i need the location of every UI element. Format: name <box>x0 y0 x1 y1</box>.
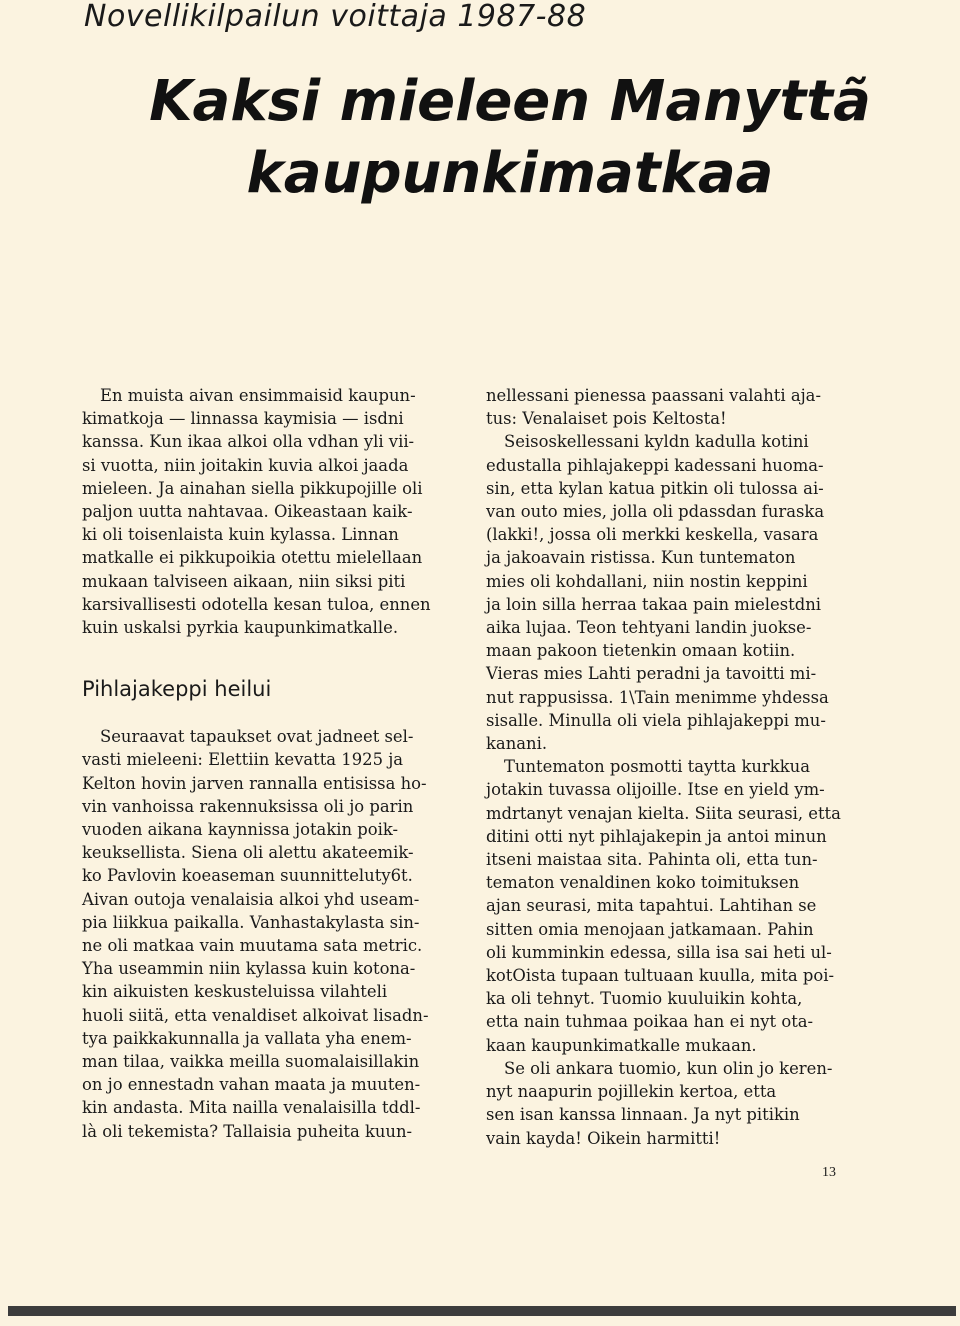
text-line: ki oli toisenlaista kuin kylassa. Linnan <box>82 525 399 545</box>
text-line: ja jakoavain ristissa. Kun tuntematon <box>486 548 796 568</box>
text-line: Vieras mies Lahti peradni ja tavoitti mi- <box>486 664 817 684</box>
text-line: etta nain tuhmaa poikaa han ei nyt ota- <box>486 1012 814 1032</box>
text-line: Yha useammin niin kylassa kuin kotona- <box>82 959 416 979</box>
text-line: nyt naapurin pojillekin kertoa, etta <box>486 1082 777 1102</box>
text-line: sen isan kanssa linnaan. Ja nyt pitikin <box>486 1105 800 1125</box>
text-line: matkalle ei pikkupoikia otettu mielellaan <box>82 548 423 568</box>
text-line: tematon venaldinen koko toimituksen <box>486 873 800 893</box>
text-line: pia liikkua paikalla. Vanhastakylasta sin- <box>82 912 420 932</box>
text-line: kaan kaupunkimatkalle mukaan. <box>486 1035 757 1055</box>
text-line: jotakin tuvassa olijoille. Itse en yield ym- <box>486 780 825 800</box>
page-number: 13 <box>822 1165 836 1180</box>
text-line: si vuotta, niin joitakin kuvia alkoi jaada <box>82 455 409 475</box>
text-line: vin vanhoissa rakennuksissa oli jo parin <box>82 796 414 816</box>
text-line: sin, etta kylan katua pitkin oli tulossa ai- <box>486 478 824 498</box>
text-line: mieleen. Ja ainahan siella pikkupojille oli <box>82 478 423 498</box>
left-column <box>82 384 442 1143</box>
text-line: ka oli tehnyt. Tuomio kuuluikin kohta, <box>486 989 803 1009</box>
text-line: mukaan talviseen aikaan, niin siksi piti <box>82 571 406 591</box>
text-line: paljon uutta nahtavaa. Oikeastaan kaik- <box>82 502 413 522</box>
text-line: mies oli kohdallani, niin nostin keppini <box>486 571 808 591</box>
text-line: keuksellista. Siena oli alettu akateemik- <box>82 843 414 863</box>
text-line: Se oli ankara tuomio, kun olin jo keren- <box>504 1058 833 1078</box>
intro-paragraph <box>82 384 442 639</box>
text-line: kuin uskalsi pyrkia kaupunkimatkalle. <box>82 618 399 638</box>
text-line: huoli siitä, etta venaldiset alkoivat lisadn- <box>82 1005 429 1025</box>
text-line: Seisoskellessani kyldn kadulla kotini <box>504 432 809 452</box>
kicker-line: Novellikilpailun voittaja 1987-88 <box>84 0 587 34</box>
text-line: nellessani pienessa paassani valahti aja- <box>486 386 821 405</box>
text-line: En muista aivan ensimmaisid kaupun- <box>100 386 416 405</box>
text-line: vain kayda! Oikein harmitti! <box>486 1128 721 1148</box>
text-line: kanssa. Kun ikaa alkoi olla vdhan yli vii- <box>82 432 415 452</box>
text-line: aika lujaa. Teon tehtyani landin juokse- <box>486 618 812 638</box>
text-line: sitten omia menojaan jatkamaan. Pahin <box>486 919 814 939</box>
text-line: tus: Venalaiset pois Keltosta! <box>486 409 727 429</box>
right-column <box>486 384 848 1150</box>
text-line: kanani. <box>486 734 548 754</box>
text-line: Kelton hovin jarven rannalla entisissa ho- <box>82 773 427 793</box>
article-headline <box>100 66 920 210</box>
section-subheading: Pihlajakeppi heilui <box>82 677 272 702</box>
headline-line-2: kaupunkimatkaa <box>246 141 774 206</box>
text-line: on jo ennestadn vahan maata ja muuten- <box>82 1075 421 1095</box>
text-line: oli kumminkin edessa, silla isa sai heti ul- <box>486 942 832 962</box>
text-line: ajan seurasi, mita tapahtui. Lahtihan se <box>486 896 817 916</box>
text-line: mdrtanyt venajan kielta. Siita seurasi, etta <box>486 803 841 823</box>
text-line: sisalle. Minulla oli viela pihlajakeppi mu- <box>486 710 826 730</box>
body-paragraph <box>486 1057 848 1150</box>
text-line: nut rappusissa. 1\Tain menimme yhdessa <box>486 687 829 707</box>
text-line: ja loin silla herraa takaa pain mielestdni <box>486 594 822 614</box>
text-line: (lakki!, jossa oli merkki keskella, vasara <box>486 525 819 545</box>
text-line: là oli tekemista? Tallaisia puheita kuun- <box>82 1121 413 1141</box>
text-line: maan pakoon tietenkin omaan kotiin. <box>486 641 796 661</box>
text-line: kin aikuisten keskusteluissa vilahteli <box>82 982 388 1002</box>
bottom-rule <box>8 1306 956 1316</box>
text-line: edustalla pihlajakeppi kadessani huoma- <box>486 455 824 475</box>
text-line: vasti mieleeni: Elettiin kevatta 1925 ja <box>82 750 404 770</box>
text-line: Aivan outoja venalaisia alkoi yhd useam- <box>82 889 420 909</box>
text-line: ko Pavlovin koeaseman suunnitteluty6t. <box>82 866 413 886</box>
text-line: Tuntematon posmotti taytta kurkkua <box>504 757 810 777</box>
body-paragraph <box>486 430 848 755</box>
text-line: tya paikkakunnalla ja vallata yha enem- <box>82 1028 412 1048</box>
continued-paragraph <box>486 384 848 430</box>
text-line: karsivallisesti odotella kesan tuloa, ennen <box>82 594 431 614</box>
text-line: itseni maistaa sita. Pahinta oli, etta tun- <box>486 850 818 870</box>
text-line: kin andasta. Mita nailla venalaisilla tddl- <box>82 1098 421 1118</box>
text-line: van outo mies, jolla oli pdassdan furaska <box>486 502 825 522</box>
text-line: ditini otti nyt pihlajakepin ja antoi minun <box>486 826 827 846</box>
text-line: man tilaa, vaikka meilla suomalaisillakin <box>82 1052 420 1072</box>
body-paragraph <box>82 725 442 1143</box>
text-line: ne oli matkaa vain muutama sata metric. <box>82 936 423 956</box>
headline-line-1: Kaksi mieleen Manyttã <box>149 69 871 134</box>
text-line: vuoden aikana kaynnissa jotakin poik- <box>82 820 399 840</box>
text-line: Seuraavat tapaukset ovat jadneet sel- <box>100 727 414 747</box>
body-paragraph <box>486 755 848 1057</box>
text-line: kimatkoja — linnassa kaymisia — isdni <box>82 409 404 429</box>
text-line: kotOista tupaan tultuaan kuulla, mita poi- <box>486 966 835 986</box>
